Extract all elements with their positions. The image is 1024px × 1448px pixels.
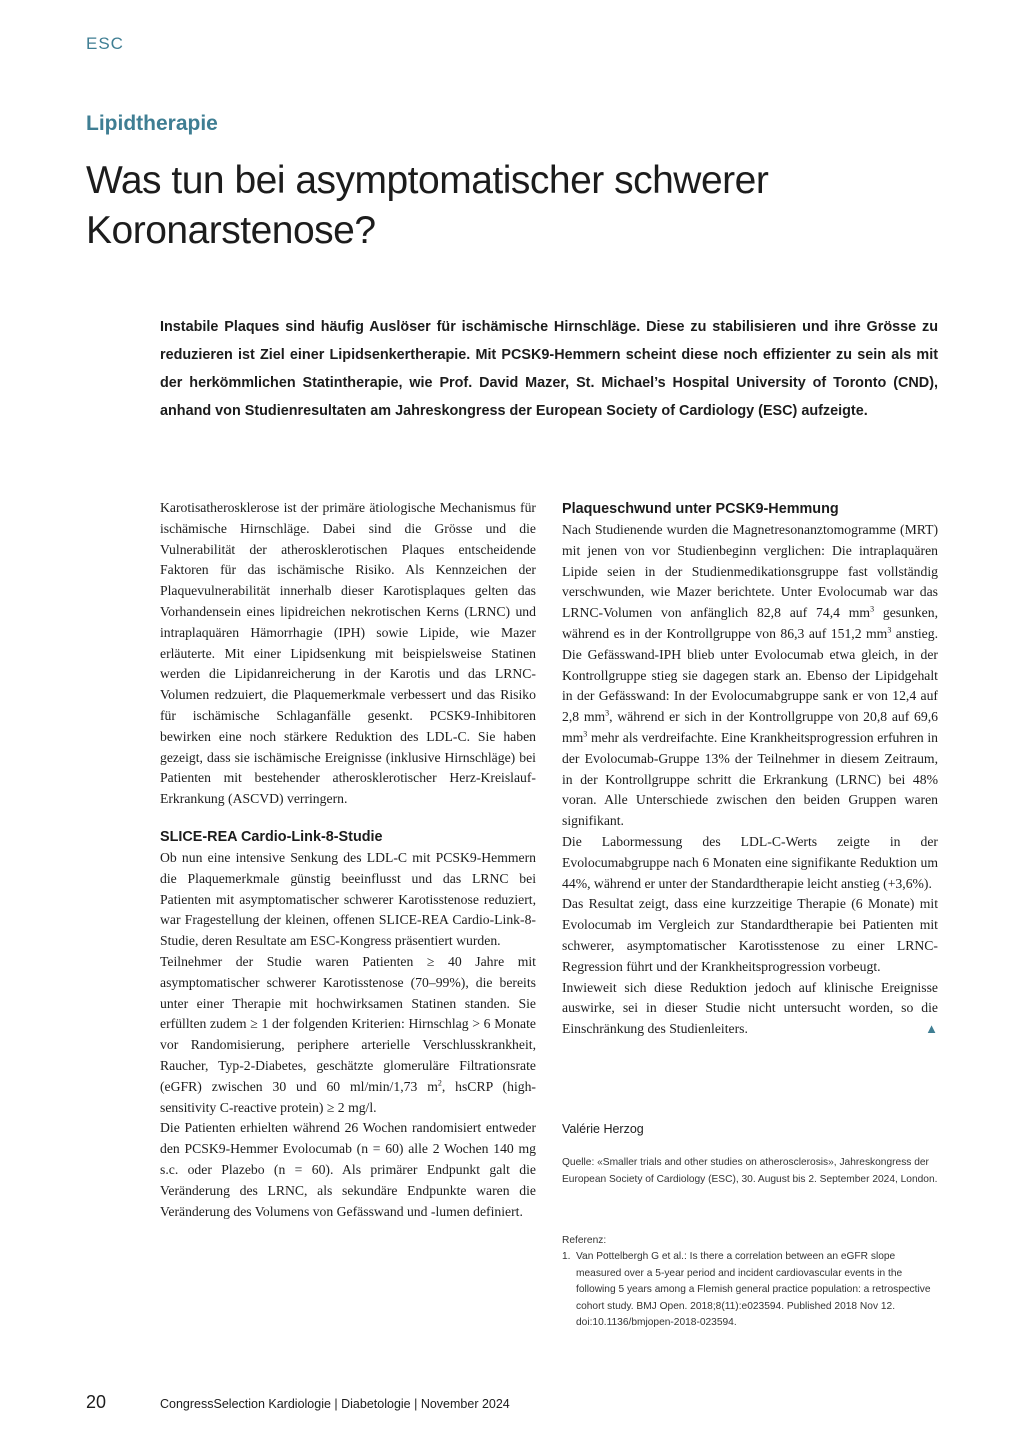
end-triangle-icon: ▲ <box>925 1021 938 1037</box>
reference-item <box>562 1249 938 1331</box>
reference-number: 1. <box>562 1251 571 1263</box>
body-paragraph: Die Labormessung des LDL-C-Werts zeigte in der Evolocumabgruppe nach 6 Monaten eine signifikante Reduktion um 44%, während er unter der Standardtherapie leicht anstieg (+3,6%). <box>562 833 938 891</box>
article-kicker: Lipidtherapie <box>86 112 218 135</box>
references-label: Referenz: <box>562 1235 607 1246</box>
references <box>562 1233 938 1331</box>
source-note: Quelle: «Smaller trials and other studies on atherosclerosis», Jahreskongress der European Society of Cardiology (ESC), 30. August bis 2. September 2024, London. <box>562 1157 938 1185</box>
closing-paragraph: Inwieweit sich diese Reduktion jedoch auf klinische Ereignisse auswirke, sei in dieser Studie nicht untersucht worden, so die Einschränkung des Studienleiters. ▲ <box>562 978 938 1040</box>
right-column <box>562 498 938 1040</box>
body-paragraph: Die Patienten erhielten während 26 Wochen randomisiert entweder den PCSK9-Hemmer Evolocumab (n = 60) alle 2 Wochen 140 mg s.c. oder Plazebo (n = 60). Als primärer Endpunkt galt die Veränderung des LRNC, als sekundäre Endpunkte waren die Veränderung des Volumens von Gefässwand und -lumen definiert. <box>160 1120 536 1219</box>
author-name: Valérie Herzog <box>562 1122 644 1136</box>
section-tag: ESC <box>86 34 124 53</box>
body-paragraph: Das Resultat zeigt, dass eine kurzzeitige Therapie (6 Monate) mit Evolocumab im Vergleich zur Standardtherapie bei Patienten mit schwerer, asymptomatischer Karotisstenose zu einer LRNC-Regression führt und der Krankheitsprogression vorbeugt. <box>562 896 938 974</box>
section-heading-plaqueschwund: Plaqueschwund unter PCSK9-Hemmung <box>562 501 839 517</box>
page-title: Was tun bei asymptomatischer schwerer Koronarstenose? <box>86 159 769 252</box>
intro-paragraph: Karotisatherosklerose ist der primäre ätiologische Mechanismus für ischämische Hirnschläge. Dabei sind die Grösse und die Vulnerabilität der atherosklerotischen Plaques entscheidende Faktoren für das ischämische Risiko. Als Kennzeichen der Plaquevulnerabilität innerhalb dieser Karotisplaques gelten das Vorhandensein eines lipidreichen nekrotischen Kerns (LRNC) und intraplaquären Hämorrhagie (IPH) sowie Lipide, wie Mazer erläuterte. Mit einer Lipidsenkung mit beispielsweise Statinen werden die Lipidanreicherung in der Karotis und das LRNC-Volumen redzuiert, die Plaquemerkmale verbessert und das Risiko für ischämische Schlaganfälle gesenkt. PCSK9-Inhibitoren bewirken eine noch stärkere Reduktion des LDL-C. Sie haben gezeigt, dass sie ischämische Ereignisse (inklusive Hirnschläge) bei Patienten mit bestehender atherosklerotischer Herz-Kreislauf-Erkrankung (ASCVD) verringern. <box>160 500 536 807</box>
body-paragraph: Ob nun eine intensive Senkung des LDL-C mit PCSK9-Hemmern die Plaquemerkmale günstig beeinflusst und das LRNC bei Patienten mit asymptomatischer schwerer Karotisstenose reduziert, war Fragestellung der kleinen, offenen SLICE-REA Cardio-Link-8-Studie, deren Resultate am ESC-Kongress präsentiert wurden. <box>160 849 536 949</box>
left-column <box>160 498 536 1222</box>
lead-paragraph: Instabile Plaques sind häufig Auslöser für ischämische Hirnschläge. Diese zu stabilisieren und ihre Grösse zu reduzieren ist Ziel einer Lipidsenkertherapie. Mit PCSK9-Hemmern scheint diese noch effizienter zu sein als mit der herkömmlichen Statintherapie, wie Prof. David Mazer, St. Michael’s Hospital University of Toronto (CND), anhand von Studienresultaten am Jahreskongress der European Society of Cardiology (ESC) aufzeigte. <box>160 319 938 419</box>
reference-text: Van Pottelbergh G et al.: Is there a correlation between an eGFR slope measured over a 5-year period and incident cardiovascular events in the following 5 years among a Flemish general practice population: a retrospective cohort study. BMJ Open. 2018;8(11):e023594. Published 2018 Nov 12. doi:10.1136/bmjopen-2018-023594. <box>576 1251 931 1329</box>
section-heading-slice-rea: SLICE-REA Cardio-Link-8-Studie <box>160 828 383 845</box>
page-number: 20 <box>86 1392 107 1412</box>
body-paragraph-criteria: Teilnehmer der Studie waren Patienten ≥ 40 Jahre mit asymptomatischer schwerer Karotisstenose (70–99%), die bereits unter einer Therapie mit hochwirksamen Statinen standen. Sie erfüllten zudem ≥ 1 der folgenden Kriterien: Hirnschlag > 6 Monate vor Randomisierung, periphere arterielle Verschlusskrankheit, Raucher, Typ-2-Diabetes, geschätzte glomeruläre Filtrationsrate (eGFR) zwischen 30 und 60 ml/min/1,73 $m^2$, hsCRP (high-sensitivity C-reactive protein) ≥ 2 mg/l. <box>160 953 536 1115</box>
footer-publication: CongressSelection Kardiologie | Diabetologie | November 2024 <box>160 1397 510 1411</box>
results-paragraph: Nach Studienende wurden die Magnetresonanztomogramme (MRT) mit jenen von vor Studienbeginn verglichen: Die intraplaquären Lipide seien in der Studienmedikationsgruppe fast vollständig verschwunden, wie Mazer berichtete. Unter Evolocumab war das LRNC-Volumen von anfänglich 82,8 auf 74,4 $mm^3$ gesunken, während es in der Kontrollgruppe von 86,3 auf 151,2 $mm^3$ anstieg. Die Gefässwand-IPH blieb unter Evolocumab etwa gleich, in der Kontrollgruppe stieg sie dagegen stark an. Ebenso der Lipidgehalt in der Gefässwand: In der Evolocumabgruppe sank er von 12,4 auf 2,8 $mm^3$, während er sich in der Kontrollgruppe von 20,8 auf 69,6 $mm^3$ mehr als verdreifachte. Eine Krankheitsprogression erfuhren in der Evolocumab-Gruppe 13% der Teilnehmer in diesem Zeitraum, in der Kontrollgruppe schritt die Erkrankung (LRNC) bei 48% voran. Alle Unterschiede zwischen den beiden Gruppen waren signifikant. <box>562 522 938 829</box>
